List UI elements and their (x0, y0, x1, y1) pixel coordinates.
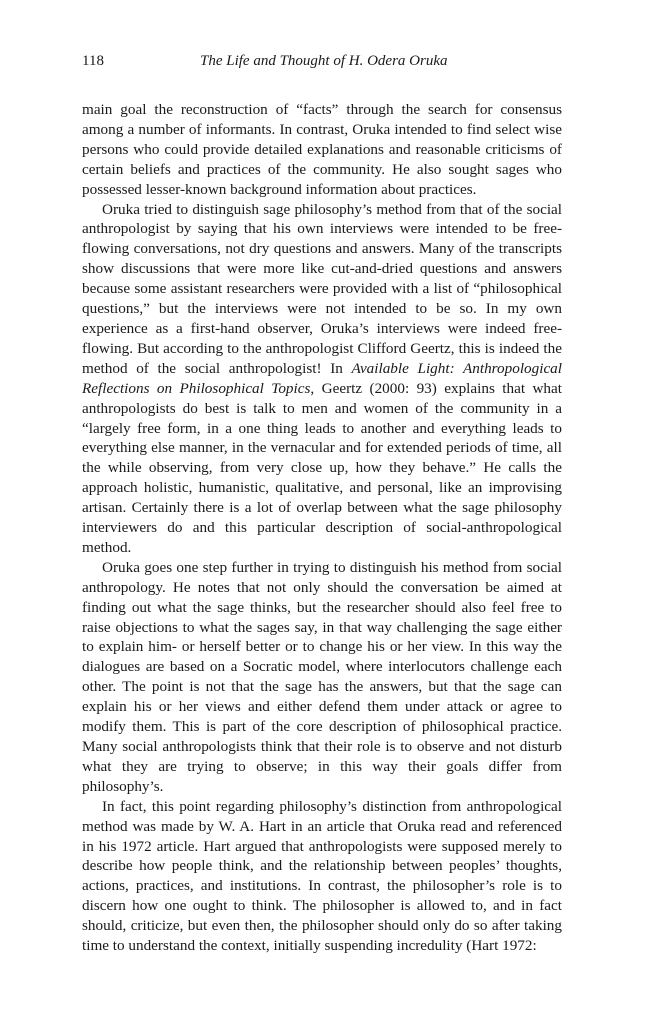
running-title: The Life and Thought of H. Odera Oruka (200, 53, 448, 69)
paragraph (82, 797, 562, 956)
paragraph (82, 558, 562, 797)
paragraph-text: , Geertz (2000: 93) explains that what anthropologists do best is talk to men and women of the community in a “largely free form, in a one thing leads to another and everything leads to everything else manner, in the vernacular and for extended periods of time, all the while observing, from very close up, how they behave.” He calls the approach holistic, humanistic, qualitative, and personal, like an improvising artisan. Certainly there is a lot of overlap between what the sage philosophy interviewers do and this particular description of social-anthropological method. (82, 379, 562, 556)
paragraph (82, 200, 562, 558)
paragraph (82, 100, 562, 200)
paragraph-text: Oruka tried to distinguish sage philosophy’s method from that of the social anthropologist by saying that his own interviews were intended to be free-flowing conversations, not dry questions and answers. Many of the transcripts show discussions that were more like cut-and-dried questions and answers because some assistant researchers were provided with a list of “philosophical questions,” but the interviews were not intended to be so. In my own experience as a first-hand observer, Oruka’s interviews were indeed free-flowing. But according to the anthropologist Clifford Geertz, this is indeed the method of the social anthropologist! In (82, 200, 562, 377)
body-text (82, 100, 562, 956)
page-number: 118 (82, 53, 104, 69)
paragraph-text: main goal the reconstruction of “facts” through the search for consensus among a number of informants. In contrast, Oruka intended to find select wise persons who could provide detailed explanations and reasonable criticisms of certain beliefs and practices of the community. He also sought sages who possessed lesser-known background information about practices. (82, 101, 562, 198)
book-title: Available Light: Anthropological Reflections on Philosophical Topics (82, 359, 562, 397)
paragraph-text: Oruka goes one step further in trying to distinguish his method from social anthropology. He notes that not only should the conversation be aimed at finding out what the sage thinks, but the researcher should also feel free to raise objections to what the sages say, in that way challenging the sage either to explain him- or herself better or to change his or her view. In this way the dialogues are based on a Socratic model, where interlocutors challenge each other. The point is not that the sage has the answers, but that the sage can explain his or her views and either defend them under attack or agree to modify them. This is part of the core description of philosophical practice. Many social anthropologists think that their role is to observe and not disturb what they are trying to observe; in this way their goals differ from philosophy’s. (82, 558, 562, 795)
running-head (82, 51, 562, 71)
paragraph-text: In fact, this point regarding philosophy’s distinction from anthropological method was made by W. A. Hart in an article that Oruka read and referenced in his 1972 article. Hart argued that anthropologists were supposed merely to describe how people think, and the relationship between peoples’ thoughts, actions, practices, and institutions. In contrast, the philosopher’s role is to discern how one ought to think. The philosopher is allowed to, and in fact should, criticize, but even then, the philosopher should only do so after taking time to understand the context, initially suspending incredulity (Hart 1972: (82, 797, 562, 955)
